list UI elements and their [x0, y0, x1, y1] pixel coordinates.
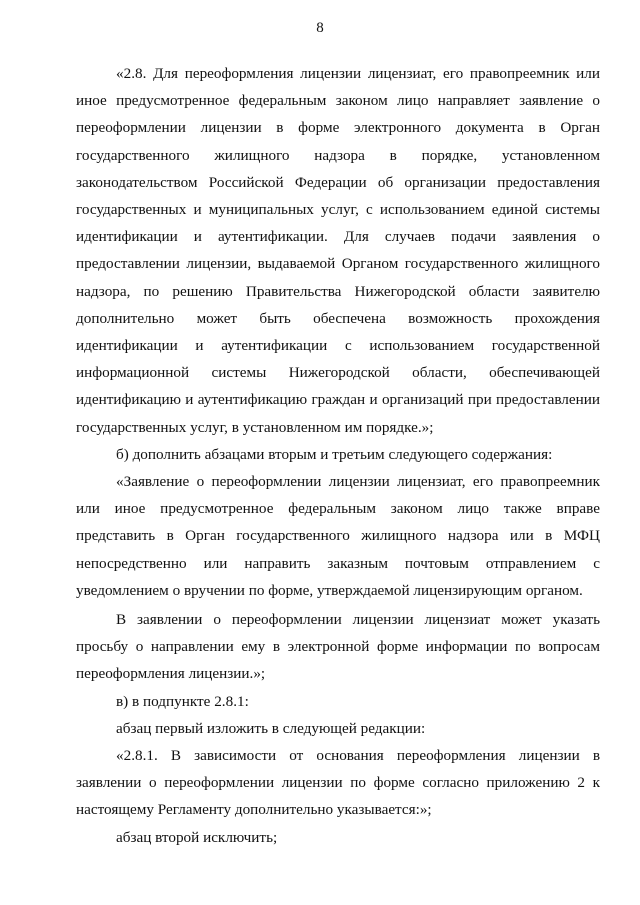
page-number: 8	[316, 20, 324, 36]
paragraph-b-amendment: б) дополнить абзацами вторым и третьим следующего содержания:	[116, 445, 553, 463]
paragraph-application-submission: «Заявление о переоформлении лицензии лицензиат, его правопреемник или иное предусмотренное федеральным законом лицо также вправе представить в Орган государственного жилищного надзора или в МФЦ непосредственно или направить заказным почтовым отправлением с уведомлением о вручении по форме, утверждаемой лицензирующим органом.	[76, 473, 600, 599]
paragraph-second-abzac: абзац второй исключить;	[116, 828, 278, 846]
paragraph-electronic-request: В заявлении о переоформлении лицензии лицензиат может указать просьбу о направлении ему в электронной форме информации по вопросам переоформления лицензии.»;	[76, 611, 600, 683]
paragraph-v-subitem: в) в подпункте 2.8.1:	[116, 692, 249, 710]
paragraph-2-8: «2.8. Для переоформления лицензии лицензиат, его правопреемник или иное предусмотренное федеральным законом лицо направляет заявление о переоформлении лицензии в форме электронного документа в Орган государственного жилищного надзора в порядке, установленном законодательством Российской Федерации об организации предоставления государственных и муниципальных услуг, с использованием единой системы идентификации и аутентификации. Для случаев подачи заявления о предоставлении лицензии, выдаваемой Органом государственного жилищного надзора, по решению Правительства Нижегородской области заявителю дополнительно может быть обеспечена возможность прохождения идентификации и аутентификации с использованием государственной информационной системы Нижегородской области, обеспечивающей идентификацию и аутентификацию граждан и организаций при предоставлении государственных услуг, в установленном им порядке.»;	[76, 65, 600, 436]
paragraph-first-abzac: абзац первый изложить в следующей редакции:	[116, 719, 426, 737]
paragraph-2-8-1: «2.8.1. В зависимости от основания переоформления лицензии в заявлении о переоформлении лицензии по форме согласно приложению 2 к настоящему Регламенту дополнительно указывается:»;	[76, 747, 600, 819]
document-body	[76, 60, 600, 851]
